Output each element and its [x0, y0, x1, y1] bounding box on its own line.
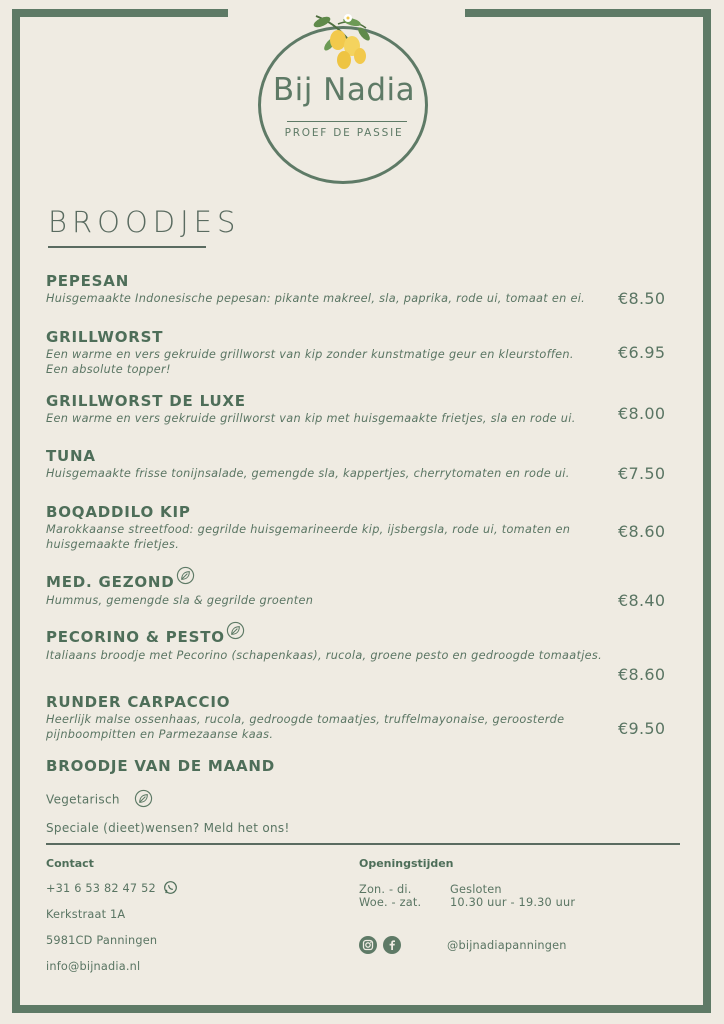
menu-item-name: RUNDER CARPACCIO: [46, 693, 231, 711]
hours-time: 10.30 uur - 19.30 uur: [450, 896, 576, 909]
menu-item-description: Een warme en vers gekruide grillworst van kip zonder kunstmatige geur en kleurstoffen.: [46, 348, 574, 361]
menu-item-name: GRILLWORST DE LUXE: [46, 392, 246, 410]
menu-item-price: €9.50: [618, 719, 666, 738]
facebook-glyph: [383, 936, 401, 954]
logo-divider: [287, 121, 407, 122]
hours-heading: Openingstijden: [359, 857, 454, 870]
frame-left: [12, 9, 20, 1013]
footer-divider: [46, 843, 680, 845]
menu-item-description: Een warme en vers gekruide grillworst van kip met huisgemaakte frietjes, sla en rode ui.: [46, 412, 576, 425]
phone-number[interactable]: +31 6 53 82 47 52: [46, 882, 156, 895]
dietary-note: Speciale (dieet)wensen? Meld het ons!: [46, 821, 290, 835]
instagram-glyph: [359, 936, 377, 954]
vegetarian-leaf-icon: [134, 789, 153, 808]
menu-item-description: Heerlijk malse ossenhaas, rucola, gedroogde tomaatjes, truffelmayonaise, geroosterde: [46, 713, 565, 726]
menu-item-name-text: MED. GEZOND: [46, 573, 175, 591]
vegetarian-leaf-icon: [226, 621, 245, 640]
section-underline: [48, 246, 206, 248]
facebook-icon[interactable]: [383, 936, 401, 954]
whatsapp-icon[interactable]: [163, 880, 178, 895]
menu-item-description-line2: pijnboompitten en Parmezaanse kaas.: [46, 728, 274, 741]
menu-item-description: Italiaans broodje met Pecorino (schapenkaas), rucola, groene pesto en gedroogde tomaatjes.: [46, 649, 602, 662]
menu-item-price: €7.50: [618, 464, 666, 483]
vegetarian-legend: [46, 792, 153, 808]
contact-city: 5981CD Panningen: [46, 934, 158, 947]
menu-item-name: TUNA: [46, 447, 96, 465]
menu-item-price: €8.60: [618, 522, 666, 541]
menu-item-price: €8.40: [618, 591, 666, 610]
menu-item-description: Huisgemaakte frisse tonijnsalade, gemengde sla, kappertjes, cherrytomaten en rode ui.: [46, 467, 570, 480]
frame-right: [703, 9, 711, 1013]
section-title: BROODJES: [48, 205, 241, 239]
brand-name: Bij Nadia: [272, 72, 416, 108]
menu-item-price: €8.00: [618, 404, 666, 423]
social-handle[interactable]: @bijnadiapanningen: [447, 939, 567, 952]
frame-top-right: [465, 9, 711, 17]
frame-top-left: [12, 9, 228, 17]
brand-tagline: PROEF DE PASSIE: [284, 127, 404, 139]
vegetarian-leaf-icon: [176, 566, 195, 585]
hours-days: Woe. - zat.: [359, 896, 422, 909]
menu-item-name: PEPESAN: [46, 272, 130, 290]
vegetarian-legend-label: Vegetarisch: [46, 792, 120, 807]
lemon-branch-icon: [308, 10, 378, 74]
menu-item-name: [46, 573, 195, 591]
menu-item-description-line2: huisgemaakte frietjes.: [46, 538, 180, 551]
contact-email[interactable]: info@bijnadia.nl: [46, 960, 141, 973]
menu-item-description: Hummus, gemengde sla & gegrilde groenten: [46, 594, 314, 607]
contact-phone[interactable]: [46, 882, 178, 895]
frame-bottom: [12, 1005, 711, 1013]
menu-item-description: Huisgemaakte Indonesische pepesan: pikante makreel, sla, paprika, rode ui, tomaat en ei.: [46, 292, 586, 305]
hours-time: Gesloten: [450, 883, 502, 896]
menu-item-name: BOQADDILO KIP: [46, 503, 191, 521]
menu-item-description-line2: Een absolute topper!: [46, 363, 171, 376]
menu-item-name-text: PECORINO & PESTO: [46, 628, 225, 646]
contact-heading: Contact: [46, 857, 94, 870]
menu-item-description: Marokkaanse streetfood: gegrilde huisgemarineerde kip, ijsbergsla, rode ui, tomaten en: [46, 523, 571, 536]
menu-item-name: [46, 628, 245, 646]
menu-item-price: €6.95: [618, 343, 666, 362]
menu-item-name: GRILLWORST: [46, 328, 164, 346]
instagram-icon[interactable]: [359, 936, 377, 954]
menu-item-price: €8.60: [618, 665, 666, 684]
menu-item-name: BROODJE VAN DE MAAND: [46, 757, 276, 775]
menu-item-price: €8.50: [618, 289, 666, 308]
contact-street: Kerkstraat 1A: [46, 908, 126, 921]
hours-days: Zon. - di.: [359, 883, 412, 896]
